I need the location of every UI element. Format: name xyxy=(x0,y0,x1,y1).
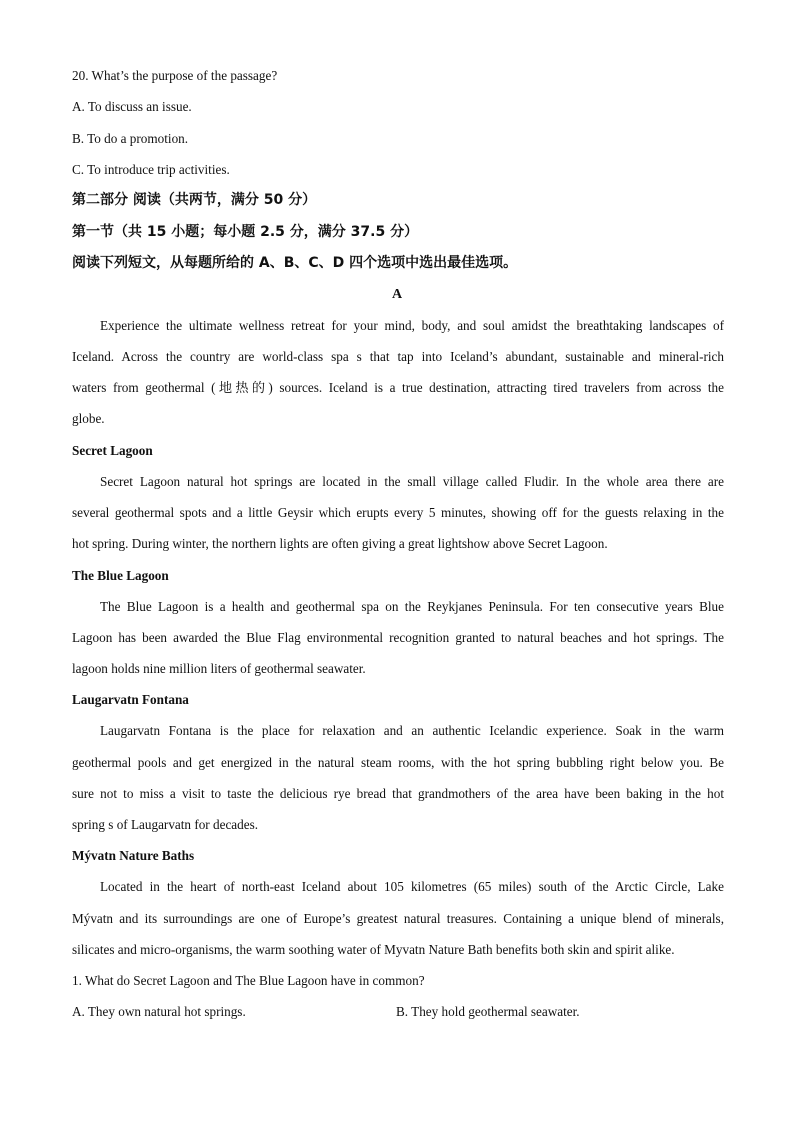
laugarvatn-line-4: spring s of Laugarvatn for decades. xyxy=(72,817,259,832)
intro-line-1: Experience the ultimate wellness retreat for your mind, body, and soul amidst the breathtaking landscapes of xyxy=(100,318,724,333)
myvatn-line-2: Mývatn and its surroundings are one of Europe’s greatest natural treasures. Containing a unique blend of minerals, xyxy=(72,911,724,926)
question-20: 20. What’s the purpose of the passage? xyxy=(72,68,278,83)
laugarvatn-heading: Laugarvatn Fontana xyxy=(72,692,189,707)
laugarvatn-line-2: geothermal pools and get energized in the natural steam rooms, with the hot spring bubbling right below you. Be xyxy=(72,755,724,770)
secret-lagoon-line-3: hot spring. During winter, the northern lights are often giving a great lightshow above Secret Lagoon. xyxy=(72,536,608,551)
section-instruction: 阅读下列短文，从每题所给的 A、B、C、D 四个选项中选出最佳选项。 xyxy=(72,255,518,271)
section-part-heading: 第二部分 阅读（共两节，满分 50 分） xyxy=(72,192,317,208)
intro-line-2: Iceland. Across the country are world-class spa s that tap into Iceland’s abundant, sustainable and mineral-rich xyxy=(72,349,724,364)
blue-lagoon-line-2: Lagoon has been awarded the Blue Flag environmental recognition granted to natural beaches and hot springs. The xyxy=(72,630,724,645)
intro-line-4: globe. xyxy=(72,411,105,426)
blue-lagoon-line-3: lagoon holds nine million liters of geothermal seawater. xyxy=(72,661,366,676)
laugarvatn-line-3: sure not to miss a visit to taste the delicious rye bread that grandmothers of the area have been baking in the hot xyxy=(72,786,724,801)
question-20-option-c: C. To introduce trip activities. xyxy=(72,162,230,177)
secret-lagoon-line-2: several geothermal spots and a little Geysir which erupts every 5 minutes, showing off for the guests relaxing in the xyxy=(72,505,724,520)
question-1: 1. What do Secret Lagoon and The Blue Lagoon have in common? xyxy=(72,973,425,988)
question-1-option-a: A. They own natural hot springs. xyxy=(72,1004,246,1019)
myvatn-line-1: Located in the heart of north-east Iceland about 105 kilometres (65 miles) south of the Arctic Circle, Lake xyxy=(100,879,724,894)
secret-lagoon-line-1: Secret Lagoon natural hot springs are located in the small village called Fludir. In the whole area there are xyxy=(100,474,724,489)
myvatn-heading: Mývatn Nature Baths xyxy=(72,848,195,863)
blue-lagoon-line-1: The Blue Lagoon is a health and geothermal spa on the Reykjanes Peninsula. For ten consecutive years Blue xyxy=(100,599,724,614)
section-subsection-heading: 第一节（共 15 小题；每小题 2.5 分，满分 37.5 分） xyxy=(72,224,419,240)
blue-lagoon-heading: The Blue Lagoon xyxy=(72,568,169,583)
question-20-option-b: B. To do a promotion. xyxy=(72,131,189,146)
intro-line-3: waters from geothermal (地热的) sources. Iceland is a true destination, attracting tired travelers from across the xyxy=(72,380,724,395)
question-20-option-a: A. To discuss an issue. xyxy=(72,99,192,114)
laugarvatn-line-1: Laugarvatn Fontana is the place for relaxation and an authentic Icelandic experience. Soak in the warm xyxy=(100,723,724,738)
question-1-options xyxy=(72,1004,724,1020)
myvatn-line-3: silicates and micro-organisms, the warm soothing water of Myvatn Nature Bath benefits both skin and spirit alike. xyxy=(72,942,675,957)
question-1-option-b: B. They hold geothermal seawater. xyxy=(396,1004,580,1019)
secret-lagoon-heading: Secret Lagoon xyxy=(72,443,153,458)
passage-label: A xyxy=(391,287,403,302)
